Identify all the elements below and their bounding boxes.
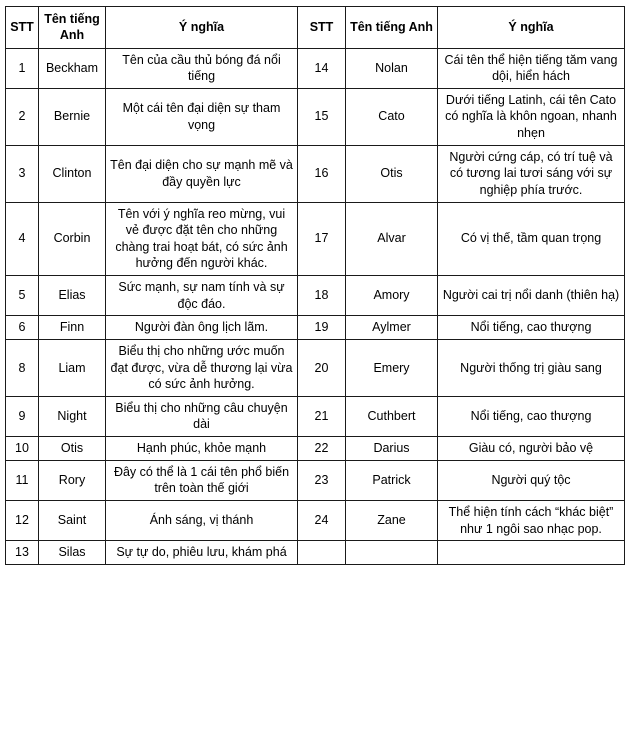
cell-name-right: Patrick: [346, 460, 438, 500]
cell-name-right: Cuthbert: [346, 396, 438, 436]
cell-meaning-left: Tên của cầu thủ bóng đá nổi tiếng: [106, 48, 298, 88]
cell-name-right: Alvar: [346, 202, 438, 276]
cell-stt-left: 11: [6, 460, 39, 500]
table-row: [6, 145, 625, 202]
table-row: [6, 88, 625, 145]
cell-stt-right: 14: [298, 48, 346, 88]
cell-name-left: Beckham: [39, 48, 106, 88]
header-stt-right: STT: [298, 7, 346, 49]
english-names-table: [5, 6, 625, 565]
cell-meaning-left: Biểu thị cho những câu chuyện dài: [106, 396, 298, 436]
cell-stt-right: 21: [298, 396, 346, 436]
cell-meaning-left: Người đàn ông lịch lãm.: [106, 316, 298, 340]
cell-meaning-right: Có vị thế, tầm quan trọng: [438, 202, 625, 276]
cell-meaning-right: Người thống trị giàu sang: [438, 339, 625, 396]
table-row: [6, 437, 625, 461]
cell-stt-left: 2: [6, 88, 39, 145]
cell-meaning-right: Nổi tiếng, cao thượng: [438, 396, 625, 436]
table-row: [6, 276, 625, 316]
table-header-row: [6, 7, 625, 49]
header-meaning-right: Ý nghĩa: [438, 7, 625, 49]
cell-meaning-right: Người quý tộc: [438, 460, 625, 500]
table-row: [6, 339, 625, 396]
cell-name-right: Darius: [346, 437, 438, 461]
table-row: [6, 541, 625, 565]
cell-meaning-left: Đây có thể là 1 cái tên phổ biến trên toàn thế giới: [106, 460, 298, 500]
cell-name-right: Nolan: [346, 48, 438, 88]
cell-stt-right: 24: [298, 500, 346, 540]
table-row: [6, 396, 625, 436]
cell-meaning-right: Nổi tiếng, cao thượng: [438, 316, 625, 340]
cell-meaning-left: Một cái tên đại diện sự tham vọng: [106, 88, 298, 145]
header-meaning-left: Ý nghĩa: [106, 7, 298, 49]
cell-meaning-right: [438, 541, 625, 565]
cell-meaning-left: Biểu thị cho những ước muốn đạt được, vừa dễ thương lại vừa có sức ảnh hưởng.: [106, 339, 298, 396]
table-row: [6, 48, 625, 88]
cell-stt-left: 12: [6, 500, 39, 540]
cell-meaning-left: Sự tự do, phiêu lưu, khám phá: [106, 541, 298, 565]
cell-name-right: Emery: [346, 339, 438, 396]
cell-stt-right: [298, 541, 346, 565]
table-row: [6, 500, 625, 540]
cell-name-left: Saint: [39, 500, 106, 540]
cell-meaning-right: Người cứng cáp, có trí tuệ và có tương lai tươi sáng với sự nghiệp phía trước.: [438, 145, 625, 202]
cell-meaning-left: Tên với ý nghĩa reo mừng, vui vẻ được đặt tên cho những chàng trai hoạt bát, có sức ảnh hưởng đến người khác.: [106, 202, 298, 276]
cell-meaning-right: Người cai trị nổi danh (thiên hạ): [438, 276, 625, 316]
cell-stt-right: 17: [298, 202, 346, 276]
cell-stt-left: 9: [6, 396, 39, 436]
cell-meaning-left: Sức mạnh, sự nam tính và sự độc đáo.: [106, 276, 298, 316]
cell-name-left: Silas: [39, 541, 106, 565]
cell-stt-left: 13: [6, 541, 39, 565]
cell-name-left: Liam: [39, 339, 106, 396]
table-body: [6, 48, 625, 564]
cell-stt-left: 6: [6, 316, 39, 340]
cell-stt-left: 4: [6, 202, 39, 276]
header-name-left: Tên tiếng Anh: [39, 7, 106, 49]
cell-name-left: Elias: [39, 276, 106, 316]
cell-meaning-left: Tên đại diện cho sự mạnh mẽ và đầy quyền lực: [106, 145, 298, 202]
cell-stt-left: 10: [6, 437, 39, 461]
cell-stt-right: 16: [298, 145, 346, 202]
cell-meaning-right: Thể hiện tính cách “khác biệt” như 1 ngôi sao nhạc pop.: [438, 500, 625, 540]
cell-stt-left: 3: [6, 145, 39, 202]
cell-stt-right: 22: [298, 437, 346, 461]
table-row: [6, 316, 625, 340]
cell-stt-right: 23: [298, 460, 346, 500]
cell-stt-right: 20: [298, 339, 346, 396]
cell-name-right: Zane: [346, 500, 438, 540]
cell-name-left: Finn: [39, 316, 106, 340]
cell-meaning-left: Hạnh phúc, khỏe mạnh: [106, 437, 298, 461]
cell-name-left: Rory: [39, 460, 106, 500]
cell-name-left: Clinton: [39, 145, 106, 202]
cell-name-right: [346, 541, 438, 565]
cell-name-left: Bernie: [39, 88, 106, 145]
cell-name-left: Otis: [39, 437, 106, 461]
cell-stt-left: 5: [6, 276, 39, 316]
table-row: [6, 460, 625, 500]
cell-meaning-right: Giàu có, người bảo vệ: [438, 437, 625, 461]
cell-name-left: Night: [39, 396, 106, 436]
cell-stt-right: 15: [298, 88, 346, 145]
cell-name-right: Amory: [346, 276, 438, 316]
cell-stt-left: 1: [6, 48, 39, 88]
cell-stt-right: 18: [298, 276, 346, 316]
cell-name-right: Aylmer: [346, 316, 438, 340]
cell-name-right: Cato: [346, 88, 438, 145]
cell-stt-right: 19: [298, 316, 346, 340]
cell-name-right: Otis: [346, 145, 438, 202]
cell-meaning-right: Cái tên thể hiện tiếng tăm vang dội, hiển hách: [438, 48, 625, 88]
cell-stt-left: 8: [6, 339, 39, 396]
header-name-right: Tên tiếng Anh: [346, 7, 438, 49]
cell-meaning-left: Ánh sáng, vị thánh: [106, 500, 298, 540]
table-row: [6, 202, 625, 276]
cell-name-left: Corbin: [39, 202, 106, 276]
cell-meaning-right: Dưới tiếng Latinh, cái tên Cato có nghĩa là khôn ngoan, nhanh nhẹn: [438, 88, 625, 145]
header-stt-left: STT: [6, 7, 39, 49]
